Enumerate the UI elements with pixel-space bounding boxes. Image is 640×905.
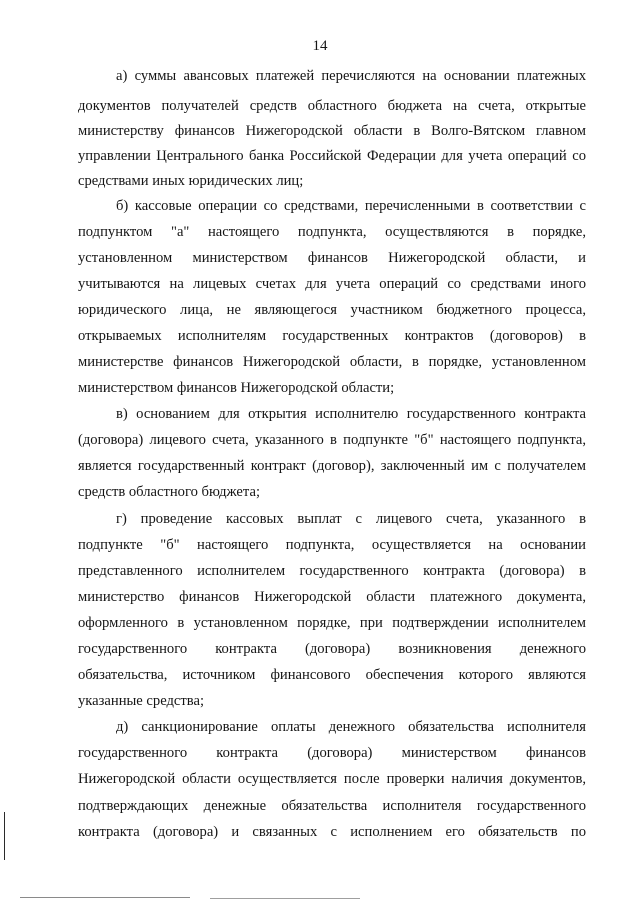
text-line: в) основанием для открытия исполнителю государственного контракта: [116, 406, 586, 422]
text-line: государственного контракта (договора) возникновения денежного: [78, 641, 586, 657]
text-line: указанные средства;: [78, 693, 205, 709]
text-line: средств областного бюджета;: [78, 484, 260, 500]
text-line: установленном министерством финансов Нижегородской области, и: [78, 250, 586, 266]
text-line: открываемых исполнителям государственных контрактов (договоров) в: [78, 328, 586, 344]
text-line: средствами иных юридических лиц;: [78, 173, 304, 189]
text-line: обязательства, источником финансового обеспечения которого являются: [78, 667, 586, 683]
text-line: представленного исполнителем государственного контракта (договора) в: [78, 563, 586, 579]
text-line: является государственный контракт (договор), заключенный им с получателем: [78, 458, 586, 474]
scan-edge-mark: [4, 812, 5, 860]
text-line: министерство финансов Нижегородской области платежного документа,: [78, 589, 586, 605]
text-line: подпункте "б" настоящего подпункта, осуществляется на основании: [78, 537, 586, 553]
text-line: министерству финансов Нижегородской области в Волго-Вятском главном: [78, 123, 586, 139]
text-line: подпунктом "а" настоящего подпункта, осуществляются в порядке,: [78, 224, 586, 240]
page-number: 14: [312, 38, 328, 54]
text-line: документов получателей средств областного бюджета на счета, открытые: [78, 98, 586, 114]
scan-edge-mark: [210, 898, 360, 899]
text-line: г) проведение кассовых выплат с лицевого счета, указанного в: [116, 511, 586, 527]
text-line: контракта (договора) и связанных с исполнением его обязательств по: [78, 824, 586, 840]
text-line: а) суммы авансовых платежей перечисляются на основании платежных: [116, 68, 586, 84]
text-line: министерством финансов Нижегородской области;: [78, 380, 395, 396]
text-line: управлении Центрального банка Российской Федерации для учета операций со: [78, 148, 586, 164]
text-line: министерстве финансов Нижегородской области, в порядке, установленном: [78, 354, 586, 370]
text-line: б) кассовые операции со средствами, перечисленными в соответствии с: [116, 198, 586, 214]
text-line: оформленного в установленном порядке, при подтверждении исполнителем: [78, 615, 586, 631]
text-line: юридического лица, не являющегося участником бюджетного процесса,: [78, 302, 586, 318]
scan-edge-mark: [20, 897, 190, 898]
text-line: д) санкционирование оплаты денежного обязательства исполнителя: [116, 719, 586, 735]
text-line: Нижегородской области осуществляется после проверки наличия документов,: [78, 771, 586, 787]
text-line: учитываются на лицевых счетах для учета операций со средствами иного: [78, 276, 586, 292]
text-line: (договора) лицевого счета, указанного в подпункте "б" настоящего подпункта,: [78, 432, 586, 448]
text-line: подтверждающих денежные обязательства исполнителя государственного: [78, 798, 586, 814]
text-line: государственного контракта (договора) министерством финансов: [78, 745, 586, 761]
